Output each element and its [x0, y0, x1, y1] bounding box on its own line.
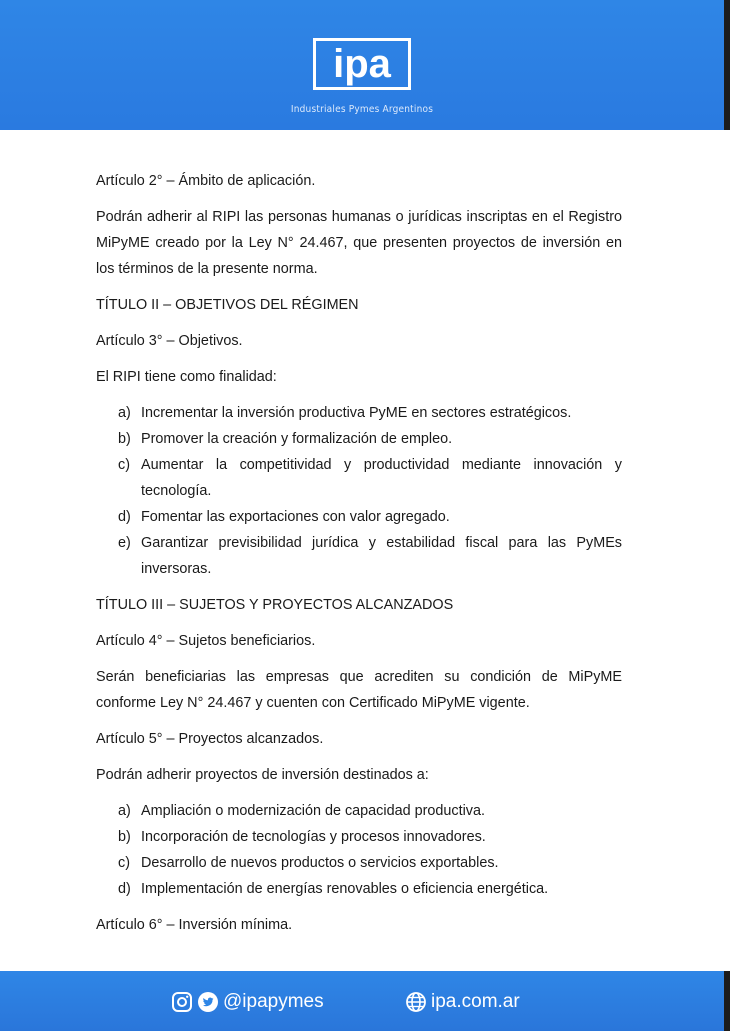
- list-item-text: Desarrollo de nuevos productos o servicios exportables.: [141, 855, 499, 871]
- list-item-text: Garantizar previsibilidad jurídica y estabilidad fiscal para las PyMEs inversoras.: [141, 535, 622, 577]
- instagram-icon: [171, 991, 193, 1013]
- title-3-heading: TÍTULO III – SUJETOS Y PROYECTOS ALCANZADOS: [96, 597, 454, 613]
- list-item: [118, 850, 622, 876]
- article-3-title: Artículo 3° – Objetivos.: [96, 333, 243, 349]
- list-item: [118, 798, 622, 824]
- social-handle: @ipapymes: [223, 991, 324, 1012]
- website-url: ipa.com.ar: [431, 991, 520, 1012]
- list-item: [118, 452, 622, 504]
- article-5-title: Artículo 5° – Proyectos alcanzados.: [96, 731, 324, 747]
- article-5-list: [118, 798, 622, 902]
- document-body: [96, 168, 622, 938]
- article-5-intro: Podrán adherir proyectos de inversión destinados a:: [96, 767, 429, 783]
- list-item-text: Promover la creación y formalización de empleo.: [141, 431, 453, 447]
- list-item-text: Incorporación de tecnologías y procesos innovadores.: [141, 829, 486, 845]
- list-item-text: Fomentar las exportaciones con valor agregado.: [141, 509, 450, 525]
- globe-icon: [405, 991, 427, 1013]
- list-marker: d): [118, 881, 131, 897]
- list-item: [118, 824, 622, 850]
- list-marker: c): [118, 457, 130, 473]
- svg-text:ipa: ipa: [333, 42, 391, 86]
- list-marker: c): [118, 855, 130, 871]
- article-2-body: Podrán adherir al RIPI las personas humanas o jurídicas inscriptas en el Registro MiPyME creado por la Ley N° 24.467, que presenten proyectos de inversión en los términos de la presente norma.: [96, 209, 622, 277]
- list-item-text: Ampliación o modernización de capacidad productiva.: [141, 803, 485, 819]
- article-3-intro: El RIPI tiene como finalidad:: [96, 369, 277, 385]
- page-edge: [724, 0, 730, 130]
- logo-tagline: Industriales Pymes Argentinos: [290, 104, 434, 115]
- page-edge: [724, 971, 730, 1031]
- list-item-text: Implementación de energías renovables o eficiencia energética.: [141, 881, 549, 897]
- list-item-text: Aumentar la competitividad y productividad mediante innovación y tecnología.: [141, 457, 622, 499]
- list-item-text: Incrementar la inversión productiva PyME en sectores estratégicos.: [141, 405, 572, 421]
- list-item: [118, 530, 622, 582]
- list-marker: a): [118, 405, 131, 421]
- list-item: [118, 876, 622, 902]
- list-marker: b): [118, 431, 131, 447]
- list-item: [118, 504, 622, 530]
- article-2-title: Artículo 2° – Ámbito de aplicación.: [96, 173, 316, 189]
- list-item: [118, 426, 622, 452]
- article-6-title: Artículo 6° – Inversión mínima.: [96, 917, 293, 933]
- title-2-heading: TÍTULO II – OBJETIVOS DEL RÉGIMEN: [96, 297, 359, 313]
- list-marker: a): [118, 803, 131, 819]
- list-item: [118, 400, 622, 426]
- page-header: [0, 0, 730, 130]
- ipa-logo: [313, 38, 411, 90]
- article-4-title: Artículo 4° – Sujetos beneficiarios.: [96, 633, 316, 649]
- list-marker: e): [118, 535, 131, 551]
- page-footer: [0, 971, 730, 1031]
- website-link[interactable]: [405, 989, 520, 1015]
- list-marker: d): [118, 509, 131, 525]
- list-marker: b): [118, 829, 131, 845]
- article-4-body: Serán beneficiarias las empresas que acrediten su condición de MiPyME conforme Ley N° 24.467 y cuenten con Certificado MiPyME vigente.: [96, 669, 622, 711]
- twitter-icon: [197, 991, 219, 1013]
- article-3-list: [118, 400, 622, 582]
- social-link[interactable]: [171, 989, 324, 1015]
